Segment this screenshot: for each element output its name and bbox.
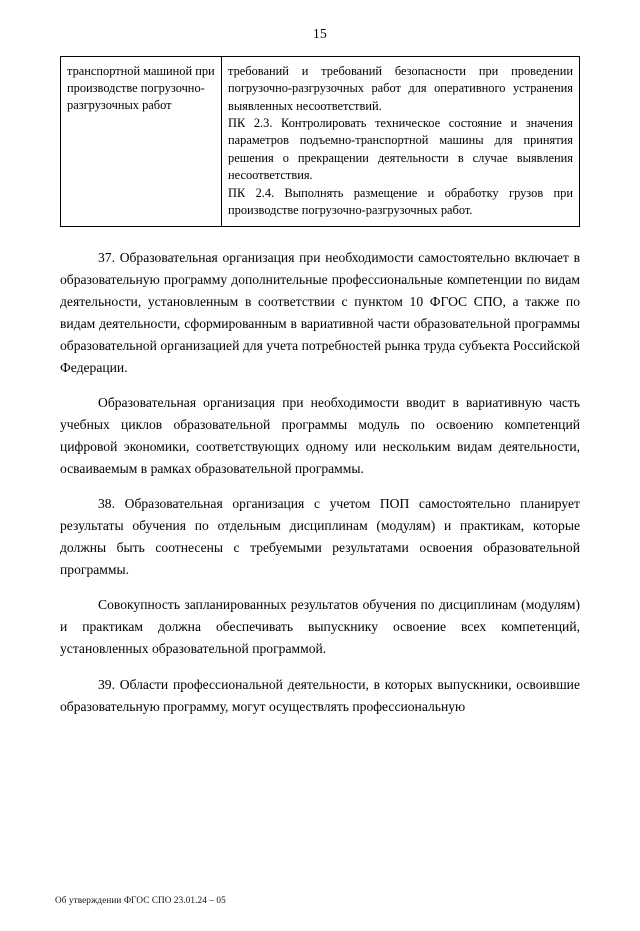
competency-paragraph-2: ПК 2.3. Контролировать техническое состояние и значения параметров подъемно-транспортной машины для принятия решения о прекращении деятельности в случае выявления несоответствия.	[228, 116, 573, 183]
table-cell-activity	[61, 57, 222, 227]
table-cell-competencies	[222, 57, 580, 227]
document-footer: Об утверждении ФГОС СПО 23.01.24 – 05	[55, 895, 226, 905]
document-page	[0, 26, 640, 931]
paragraph-37: 37. Образовательная организация при необходимости самостоятельно включает в образовательную программу дополнительные профессиональные компетенции по видам деятельности, установленным в соответствии с пунктом 10 ФГОС СПО, а также по видам деятельности, сформированным в вариативной части образовательной программы образовательной организацией для учета потребностей рынка труда субъекта Российской Федерации.	[60, 250, 580, 376]
competency-paragraph-1: требований и требований безопасности при проведении погрузочно-разгрузочных работ для оперативного устранения выявленных несоответствий.	[228, 64, 573, 113]
paragraph-38: 38. Образовательная организация с учетом ПОП самостоятельно планирует результаты обучения по отдельным дисциплинам (модулям) и практикам, которые должны быть соотнесены с требуемыми результатами освоения образовательной программы.	[60, 496, 580, 578]
page-number: 15	[313, 26, 327, 41]
paragraph-39: 39. Области профессиональной деятельности, в которых выпускники, освоившие образовательную программу, могут осуществлять профессиональную	[60, 676, 580, 714]
paragraph-37-continued: Образовательная организация при необходимости вводит в вариативную часть учебных циклов образовательной программы модуль по освоению компетенций цифровой экономики, соответствующих одному или нескольким видам деятельности, осваиваемым в рамках образовательной программы.	[60, 395, 580, 477]
table-row	[61, 57, 580, 227]
competencies-table	[60, 56, 580, 227]
page-content	[60, 56, 580, 718]
paragraph-38-continued: Совокупность запланированных результатов обучения по дисциплинам (модулям) и практикам должна обеспечивать выпускнику освоение всех компетенций, установленных образовательной программой.	[60, 597, 580, 657]
competency-paragraph-3: ПК 2.4. Выполнять размещение и обработку грузов при производстве погрузочно-разгрузочных работ.	[228, 185, 573, 217]
activity-text: транспортной машиной при производстве погрузочно-разгрузочных работ	[67, 64, 215, 113]
